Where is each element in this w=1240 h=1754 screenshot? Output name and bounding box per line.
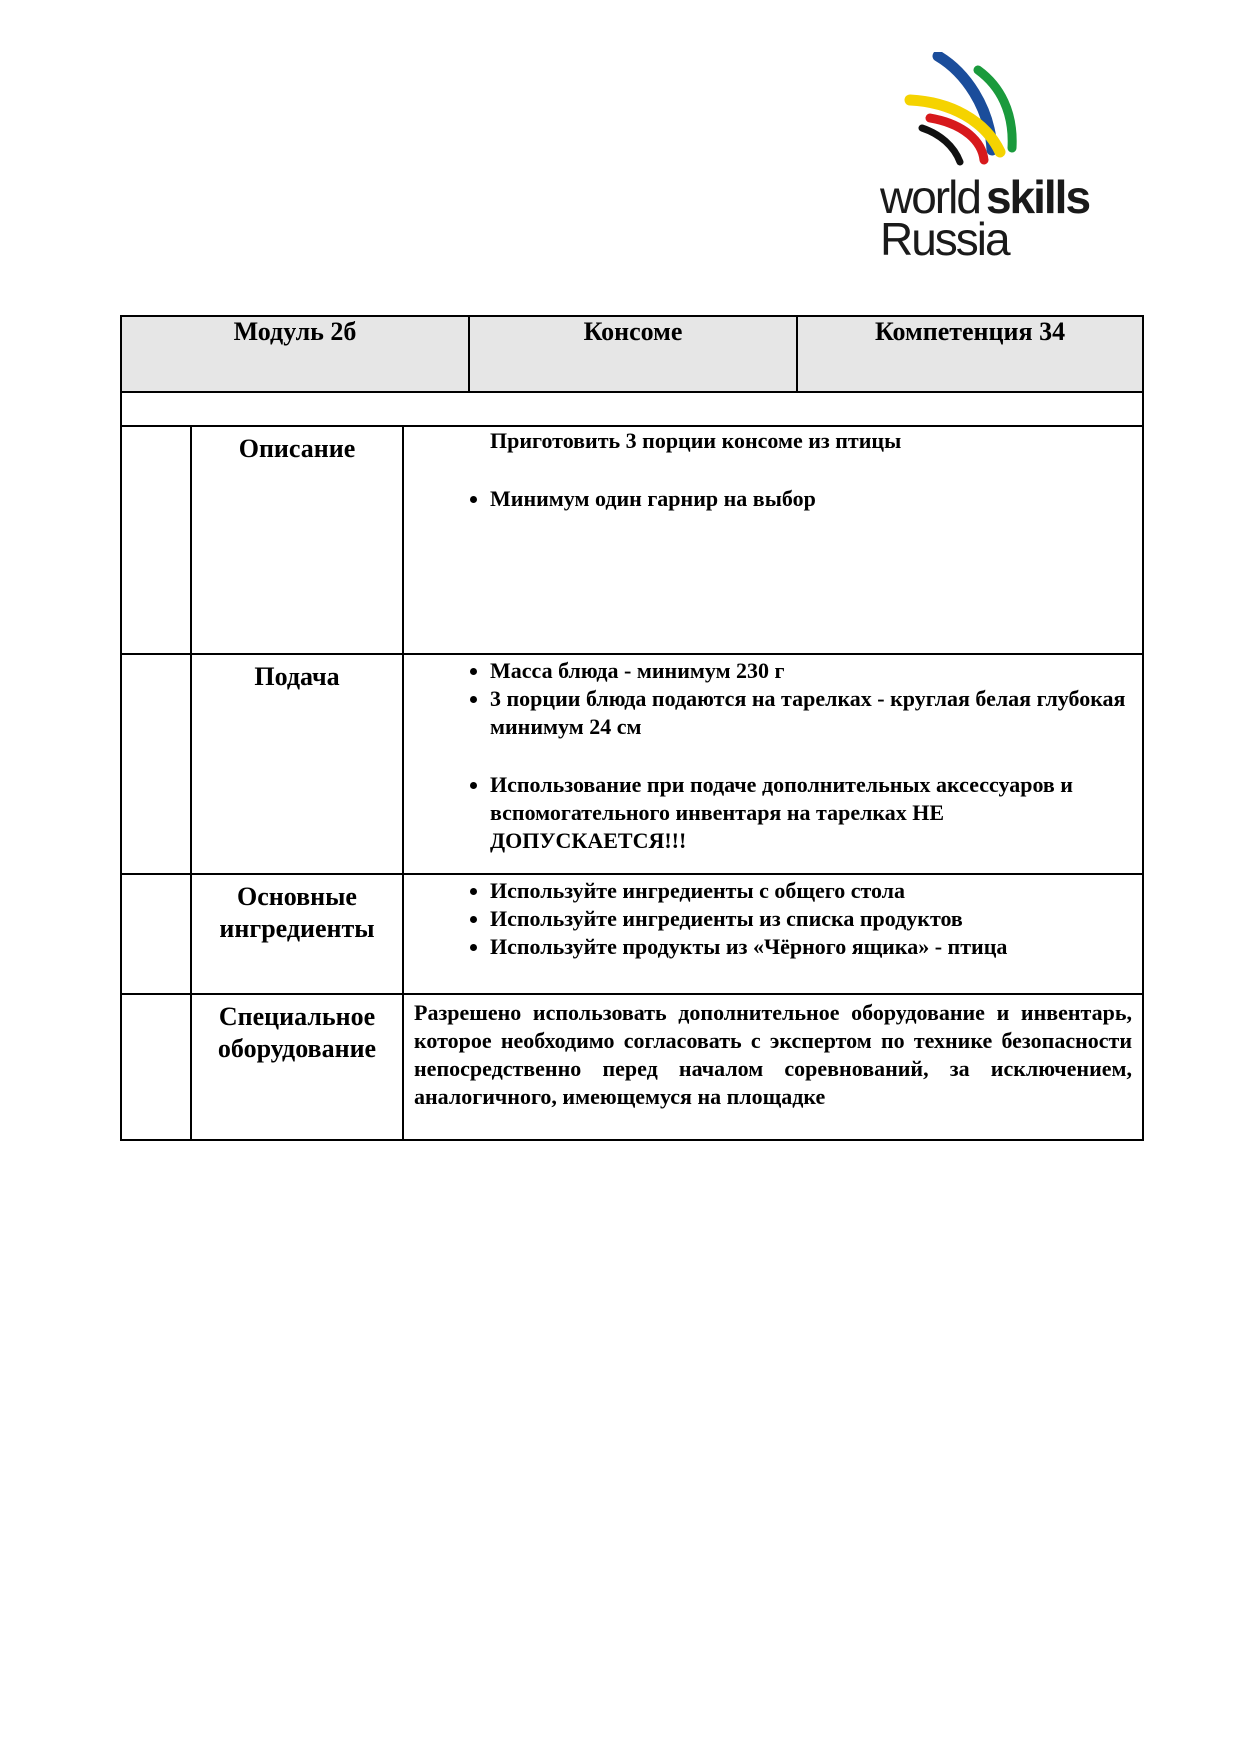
logo-text-world: world: [880, 171, 980, 223]
list-item: • Используйте ингредиенты из списка продуктов: [490, 905, 1130, 933]
list-item: • Минимум один гарнир на выбор: [490, 485, 1130, 513]
list-item: • Использование при подаче дополнительных аксессуаров и вспомогательного инвентаря на тарелках НЕ ДОПУСКАЕТСЯ!!!: [490, 771, 1130, 855]
serving-list: [404, 657, 1142, 855]
logo-text-skills: skills: [985, 171, 1090, 223]
description-list: [404, 485, 1142, 513]
worldskills-logo: [880, 52, 1140, 272]
module-cell: Модуль 2б: [121, 316, 469, 392]
list-item: • Используйте продукты из «Чёрного ящика» - птица: [490, 933, 1130, 961]
ingredients-list: [404, 877, 1142, 961]
competence-cell: Компетенция 34: [797, 316, 1143, 392]
header-row: [121, 316, 1143, 392]
description-row: [121, 426, 1143, 654]
list-item: • 3 порции блюда подаются на тарелках - круглая белая глубокая минимум 24 см: [490, 685, 1130, 741]
equipment-text: Разрешено использовать дополнительное оборудование и инвентарь, которое необходимо согласовать с экспертом по технике безопасности непосредственно перед началом соревнований, за исключением, аналогичного, имеющемуся на площадке: [403, 994, 1143, 1140]
module-table: [120, 315, 1144, 1141]
spacer-row: [121, 392, 1143, 426]
title-cell: Консоме: [469, 316, 797, 392]
description-intro: Приготовить 3 порции консоме из птицы: [490, 428, 902, 453]
ingredients-label: Основные ингредиенты: [191, 874, 403, 994]
serving-row: [121, 654, 1143, 874]
serving-label: Подача: [191, 654, 403, 874]
worldskills-emblem-icon: [880, 52, 1140, 182]
list-item: • Используйте ингредиенты с общего стола: [490, 877, 1130, 905]
ingredients-row: [121, 874, 1143, 994]
equipment-row: [121, 994, 1143, 1140]
list-item: • Масса блюда - минимум 230 г: [490, 657, 1130, 685]
description-label: Описание: [191, 426, 403, 654]
logo-text-russia: Russia: [880, 213, 1009, 265]
equipment-label: Специальное оборудование: [191, 994, 403, 1140]
